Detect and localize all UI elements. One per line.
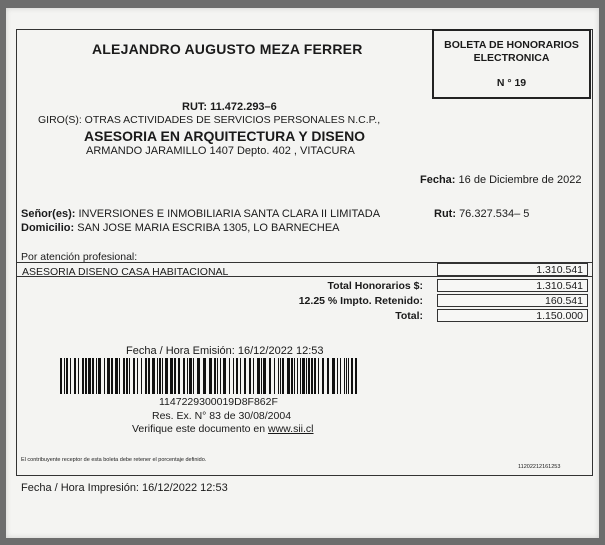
total-value: 1.150.000	[437, 309, 588, 322]
barcode-code: 1147229300019D8F862F	[159, 396, 278, 408]
date-label: Fecha:	[420, 174, 456, 186]
client-rut-label: Rut:	[434, 208, 456, 220]
serial-number: 11202212161253	[518, 464, 561, 470]
document-paper	[6, 8, 599, 538]
verify-text: Verifique este documento en	[132, 423, 266, 435]
issuer-address: ARMANDO JARAMILLO 1407 Depto. 402 , VITACURA	[86, 145, 355, 157]
issuer-giro: GIRO(S): OTRAS ACTIVIDADES DE SERVICIOS PERSONALES N.C.P.,	[38, 114, 381, 126]
footnote-text: El contribuyente receptor de esta boleta debe retener el porcentaje definido.	[21, 457, 207, 463]
total-honorarios-value: 1.310.541	[437, 279, 588, 292]
folio-number: N ° 19	[496, 77, 527, 89]
verify-link[interactable]: www.sii.cl	[268, 423, 314, 435]
total-label: Total:	[395, 310, 423, 322]
print-datetime: Fecha / Hora Impresión: 16/12/2022 12:53	[21, 482, 228, 494]
issuer-activity: ASESORIA EN ARQUITECTURA Y DISENO	[84, 128, 366, 144]
folio-title-line1: BOLETA DE HONORARIOS	[444, 39, 579, 51]
retention-value: 160.541	[437, 294, 588, 307]
folio-title-line2: ELECTRONICA	[473, 52, 550, 64]
verify-line	[132, 423, 314, 435]
emission-datetime: Fecha / Hora Emisión: 16/12/2022 12:53	[126, 345, 324, 357]
folio-box	[432, 29, 591, 99]
services-left-rule	[16, 262, 17, 276]
client-name: INVERSIONES E INMOBILIARIA SANTA CLARA II LIMITADA	[78, 208, 381, 220]
retention-label: 12.25 % Impto. Retenido:	[298, 295, 423, 307]
issuer-rut: RUT: 11.472.293–6	[182, 101, 277, 113]
date-value: 16 de Diciembre de 2022	[458, 174, 582, 186]
client-rut: 76.327.534– 5	[459, 208, 530, 220]
client-address-label: Domicilio:	[21, 222, 75, 234]
barcode-image	[60, 358, 360, 394]
document-date	[420, 174, 581, 186]
client-name-label: Señor(es):	[21, 208, 76, 220]
service-description: ASESORIA DISENO CASA HABITACIONAL	[22, 266, 229, 278]
services-header: Por atención profesional:	[21, 251, 138, 263]
service-amount: 1.310.541	[437, 263, 588, 276]
client-rut-row	[434, 208, 529, 220]
client-address-row	[21, 222, 340, 234]
issuer-name: ALEJANDRO AUGUSTO MEZA FERRER	[92, 41, 363, 57]
client-address: SAN JOSE MARIA ESCRIBA 1305, LO BARNECHEA	[77, 222, 340, 234]
resolution-text: Res. Ex. N° 83 de 30/08/2004	[152, 410, 292, 422]
total-honorarios-label: Total Honorarios $:	[327, 280, 423, 292]
client-name-row	[21, 208, 380, 220]
